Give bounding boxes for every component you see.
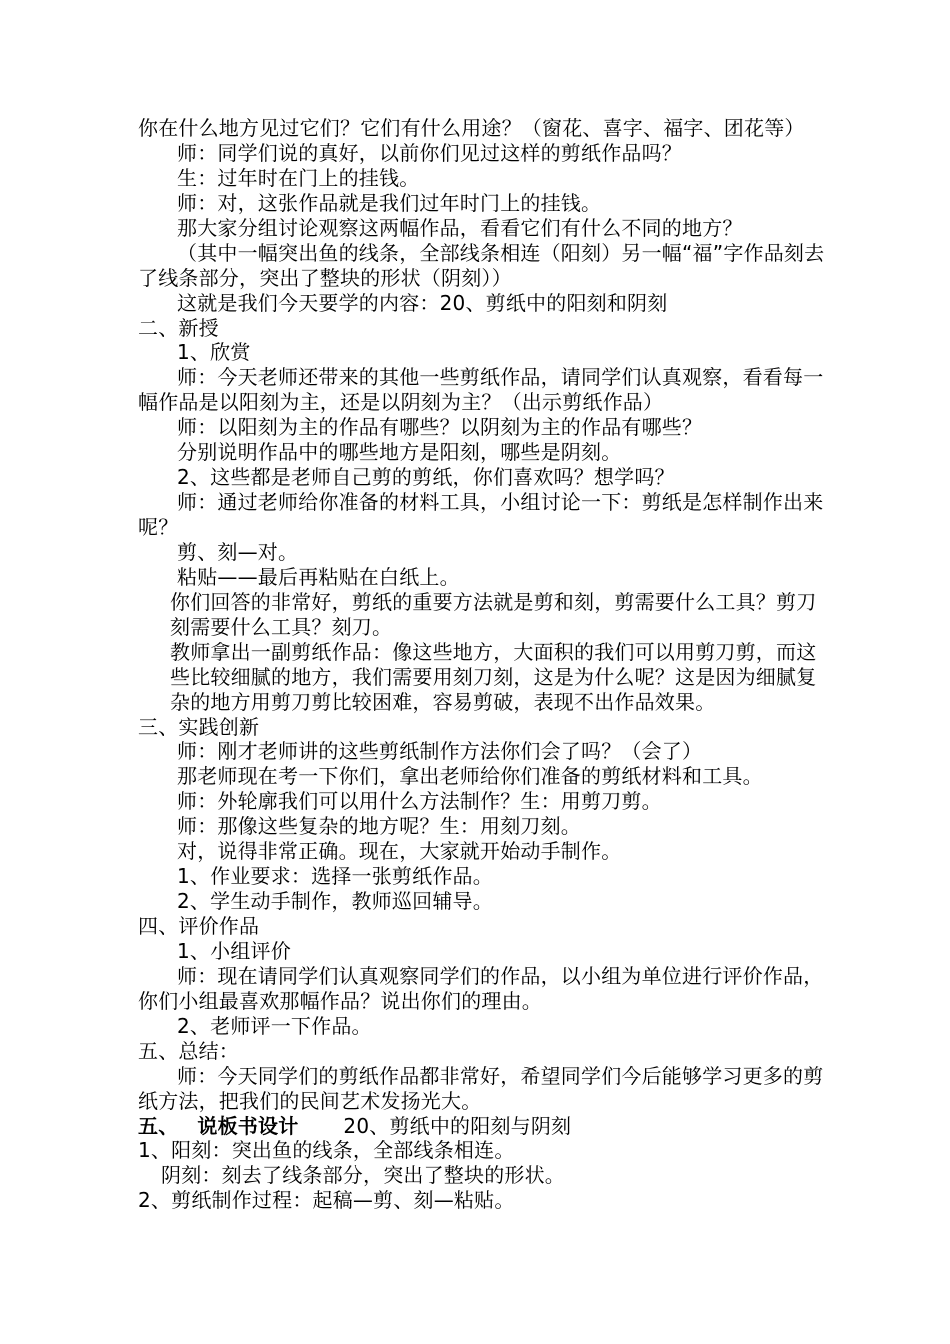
text-line: 剪、刻—对。 [177, 539, 299, 564]
text-line: 纸方法，把我们的民间艺术发扬光大。 [138, 1088, 482, 1113]
section-heading: 三、实践创新 [138, 714, 260, 739]
text-line: 1、欣赏 [177, 340, 251, 365]
text-line: 师：今天老师还带来的其他一些剪纸作品，请同学们认真观察，看看每一 [177, 365, 824, 390]
board-design-topic: 20、剪纸中的阳刻与阴刻 [343, 1113, 572, 1138]
text-line: 师：以阳刻为主的作品有哪些？以阴刻为主的作品有哪些？ [177, 415, 703, 440]
section-heading: 五、总结： [138, 1038, 239, 1063]
text-line: 呢？ [138, 515, 179, 539]
text-line: 幅作品是以阳刻为主，还是以阴刻为主？（出示剪纸作品） [138, 390, 664, 415]
text-line: 师：刚才老师讲的这些剪纸制作方法你们会了吗？（会了） [177, 739, 703, 764]
text-line: 刻需要什么工具？刻刀。 [170, 614, 393, 639]
text-line: 师：今天同学们的剪纸作品都非常好，希望同学们今后能够学习更多的剪 [177, 1063, 824, 1088]
text-line: 些比较细腻的地方，我们需要用刻刀刻，这是为什么呢？这是因为细腻复 [170, 664, 817, 689]
text-line: 师：通过老师给你准备的材料工具，小组讨论一下：剪纸是怎样制作出来 [177, 490, 824, 515]
text-line: 这就是我们今天要学的内容：20、剪纸中的阳刻和阴刻 [177, 290, 668, 315]
board-design-title: 说板书设计 [197, 1113, 299, 1138]
text-line: 1、作业要求：选择一张剪纸作品。 [177, 864, 493, 889]
board-line: 阴刻：刻去了线条部分，突出了整块的形状。 [161, 1163, 565, 1188]
text-line: 师：对，这张作品就是我们过年时门上的挂钱。 [177, 190, 602, 215]
text-line: 2、老师评一下作品。 [177, 1013, 372, 1038]
text-line: 分别说明作品中的哪些地方是阳刻，哪些是阴刻。 [177, 440, 622, 465]
text-line: 对，说得非常正确。现在，大家就开始动手制作。 [177, 839, 622, 864]
text-line: 那大家分组讨论观察这两幅作品，看看它们有什么不同的地方？ [177, 215, 743, 240]
text-line: 了线条部分，突出了整块的形状（阴刻）） [138, 265, 512, 290]
text-line: 教师拿出一副剪纸作品：像这些地方，大面积的我们可以用剪刀剪，而这 [170, 639, 817, 664]
board-line: 1、阳刻：突出鱼的线条，全部线条相连。 [138, 1138, 515, 1163]
board-design-number: 五、 [138, 1113, 179, 1138]
board-line: 2、剪纸制作过程：起稿—剪、刻—粘贴。 [138, 1188, 515, 1213]
text-line: 师：那像这些复杂的地方呢？生：用刻刀刻。 [177, 814, 581, 839]
text-line: 你们小组最喜欢那幅作品？说出你们的理由。 [138, 988, 542, 1013]
text-line: 2、学生动手制作，教师巡回辅导。 [177, 889, 493, 914]
text-line: 1、小组评价 [177, 938, 291, 963]
board-design-header [138, 1114, 850, 1139]
text-line: 师：现在请同学们认真观察同学们的作品，以小组为单位进行评价作品， [177, 963, 824, 988]
text-line: （其中一幅突出鱼的线条，全部线条相连（阳刻）另一幅“福”字作品刻去 [177, 240, 825, 265]
text-line: 你在什么地方见过它们？它们有什么用途？（窗花、喜字、福字、团花等） [138, 116, 805, 140]
text-line: 杂的地方用剪刀剪比较困难，容易剪破，表现不出作品效果。 [170, 689, 716, 714]
text-line: 2、这些都是老师自己剪的剪纸，你们喜欢吗？想学吗？ [177, 465, 675, 490]
text-line: 那老师现在考一下你们，拿出老师给你们准备的剪纸材料和工具。 [177, 764, 763, 789]
text-line: 师：外轮廓我们可以用什么方法制作？生：用剪刀剪。 [177, 789, 662, 814]
section-heading: 二、新授 [138, 315, 219, 340]
section-heading: 四、评价作品 [138, 914, 260, 938]
text-line: 你们回答的非常好，剪纸的重要方法就是剪和刻，剪需要什么工具？剪刀 [170, 589, 817, 614]
text-line: 生：过年时在门上的挂钱。 [177, 165, 420, 190]
text-line: 粘贴——最后再粘贴在白纸上。 [177, 564, 460, 589]
text-line: 师：同学们说的真好，以前你们见过这样的剪纸作品吗？ [177, 140, 682, 165]
